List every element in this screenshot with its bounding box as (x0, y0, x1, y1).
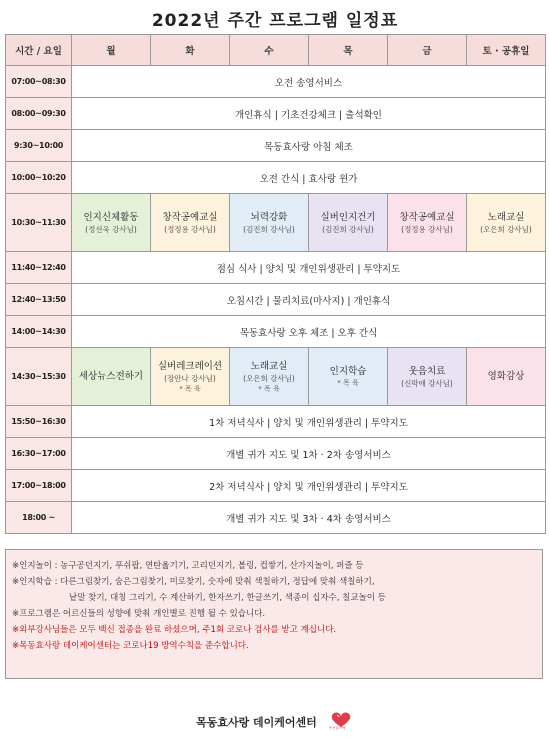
activity-cell: 오전 송영서비스 (72, 66, 546, 98)
program-name: 인지학습 (329, 366, 367, 377)
program-instructor: (장안나 강사님) (164, 373, 216, 383)
table-row (6, 502, 546, 534)
activity-cell: 점심 식사 | 양치 및 개인위생관리 | 투약지도 (72, 252, 546, 284)
time-cell: 9:30~10:00 (6, 130, 72, 162)
weekly-schedule-table (5, 34, 546, 534)
table-row (6, 470, 546, 502)
activity-cell: 개별 귀가 지도 및 3차 · 4차 송영서비스 (72, 502, 546, 534)
program-note: * 목 육 (258, 384, 280, 393)
program-name: 노래교실 (487, 211, 525, 223)
program-name: 창작공예교실 (162, 211, 218, 223)
activity-cell: 2차 저녁식사 | 양치 및 개인위생관리 | 투약지도 (72, 470, 546, 502)
activity-cell: 목동효사랑 오후 체조 | 오후 간식 (72, 316, 546, 348)
logo-text: 목동효사랑 (328, 726, 346, 730)
time-cell: 10:00~10:20 (6, 162, 72, 194)
table-row (6, 66, 546, 98)
table-row (6, 194, 546, 252)
program-name: 노래교실 (250, 360, 288, 372)
header-day-mon: 월 (72, 35, 151, 66)
program-cell (467, 348, 546, 406)
table-row (6, 98, 546, 130)
program-name: 웃음치료 (408, 365, 446, 377)
table-row (6, 438, 546, 470)
program-cell (309, 194, 388, 252)
time-cell: 16:30~17:00 (6, 438, 72, 470)
program-name: 실버인지건기 (320, 211, 376, 223)
table-row (6, 130, 546, 162)
program-instructor: (신막애 강사님) (401, 378, 453, 388)
table-row (6, 316, 546, 348)
program-cell (151, 348, 230, 406)
program-instructor: (정선욱 강사님) (85, 224, 137, 234)
program-cell (388, 348, 467, 406)
time-cell: 14:00~14:30 (6, 316, 72, 348)
time-cell: 07:00~08:30 (6, 66, 72, 98)
header-day-thu: 목 (309, 35, 388, 66)
note-cognitive-learning: ※인지학습 : 다른그림찾기, 숨은그림찾기, 미로찾기, 숫자에 맞춰 색칠하기, 정답에 맞춰 색칠하기, (12, 577, 375, 587)
center-name: 목동효사랑 데이케어센터 (196, 716, 317, 729)
time-cell: 11:40~12:40 (6, 252, 72, 284)
program-instructor: (오은희 강사님) (480, 224, 532, 234)
activity-cell: 오전 간식 | 효사랑 윈가 (72, 162, 546, 194)
time-cell: 14:30~15:30 (6, 348, 72, 406)
note-program-individual: ※프로그램은 어르신들의 성향에 맞춰 개인별로 진행 될 수 있습니다. (12, 609, 266, 619)
program-cell (151, 194, 230, 252)
program-cell (72, 194, 151, 252)
header-day-sat-holiday: 토 · 공휴일 (467, 35, 546, 66)
header-day-wed: 수 (230, 35, 309, 66)
table-row (6, 252, 546, 284)
header-day-fri: 금 (388, 35, 467, 66)
program-instructor: (김진희 강사님) (322, 224, 374, 234)
program-instructor: (김진희 강사님) (243, 224, 295, 234)
program-name: 뇌력강화 (250, 211, 288, 223)
header-day-tue: 화 (151, 35, 230, 66)
note-cognitive-learning-cont: 낱말 찾기, 대칭 그리기, 수 계산하기, 한자쓰기, 한글쓰기, 색종이 십자수, 칠교놀이 등 (69, 593, 386, 603)
note-cognitive-play: ※인지놀이 : 농구공던지기, 푸쉬팝, 연탄옮기기, 고리던지기, 볼링, 컵쌓기, 산가지놀이, 퍼즐 등 (12, 561, 364, 571)
program-name: 인지신체활동 (83, 211, 139, 223)
heart-logo-icon (328, 711, 354, 733)
program-instructor: (정정용 강사님) (401, 224, 453, 234)
table-row (6, 284, 546, 316)
activity-cell: 목동효사랑 아침 체조 (72, 130, 546, 162)
table-row (6, 348, 546, 406)
program-note: * 목 육 (337, 379, 359, 387)
time-cell: 12:40~13:50 (6, 284, 72, 316)
time-cell: 17:00~18:00 (6, 470, 72, 502)
activity-cell: 개별 귀가 지도 및 1차 · 2차 송영서비스 (72, 438, 546, 470)
program-name: 영화감상 (487, 371, 525, 382)
program-cell (230, 194, 309, 252)
footer (0, 711, 550, 733)
time-cell: 08:00~09:30 (6, 98, 72, 130)
time-cell: 18:00 ~ (6, 502, 72, 534)
header-row (6, 35, 546, 66)
header-time: 시간 / 요일 (6, 35, 72, 66)
program-cell (72, 348, 151, 406)
program-name: 창작공예교실 (399, 211, 455, 223)
program-instructor: (정정용 강사님) (164, 224, 216, 234)
note-covid-rules: ※목동효사랑 데이케어센터는 코로나19 방역수칙을 준수합니다. (12, 641, 249, 651)
activity-cell: 오침시간 | 물리치료(마사지) | 개인휴식 (72, 284, 546, 316)
time-cell: 15:50~16:30 (6, 406, 72, 438)
time-cell: 10:30~11:30 (6, 194, 72, 252)
table-row (6, 162, 546, 194)
notes-box (5, 549, 543, 679)
program-cell (309, 348, 388, 406)
program-note: * 목 육 (179, 384, 201, 393)
program-name: 세상뉴스전하기 (78, 371, 144, 382)
note-vaccination: ※외부강사님들은 모두 백신 접종을 완료 하셨으며, 주1회 코로나 검사를 받고 계십니다. (12, 625, 337, 635)
program-instructor: (오은희 강사님) (243, 373, 295, 383)
program-name: 실버레크레이션 (157, 360, 223, 372)
activity-cell: 개인휴식 | 기초건강체크 | 출석확인 (72, 98, 546, 130)
table-row (6, 406, 546, 438)
program-cell (230, 348, 309, 406)
activity-cell: 1차 저녁식사 | 양치 및 개인위생관리 | 투약지도 (72, 406, 546, 438)
program-cell (467, 194, 546, 252)
program-cell (388, 194, 467, 252)
page-title: 2022년 주간 프로그램 일정표 (151, 11, 399, 31)
